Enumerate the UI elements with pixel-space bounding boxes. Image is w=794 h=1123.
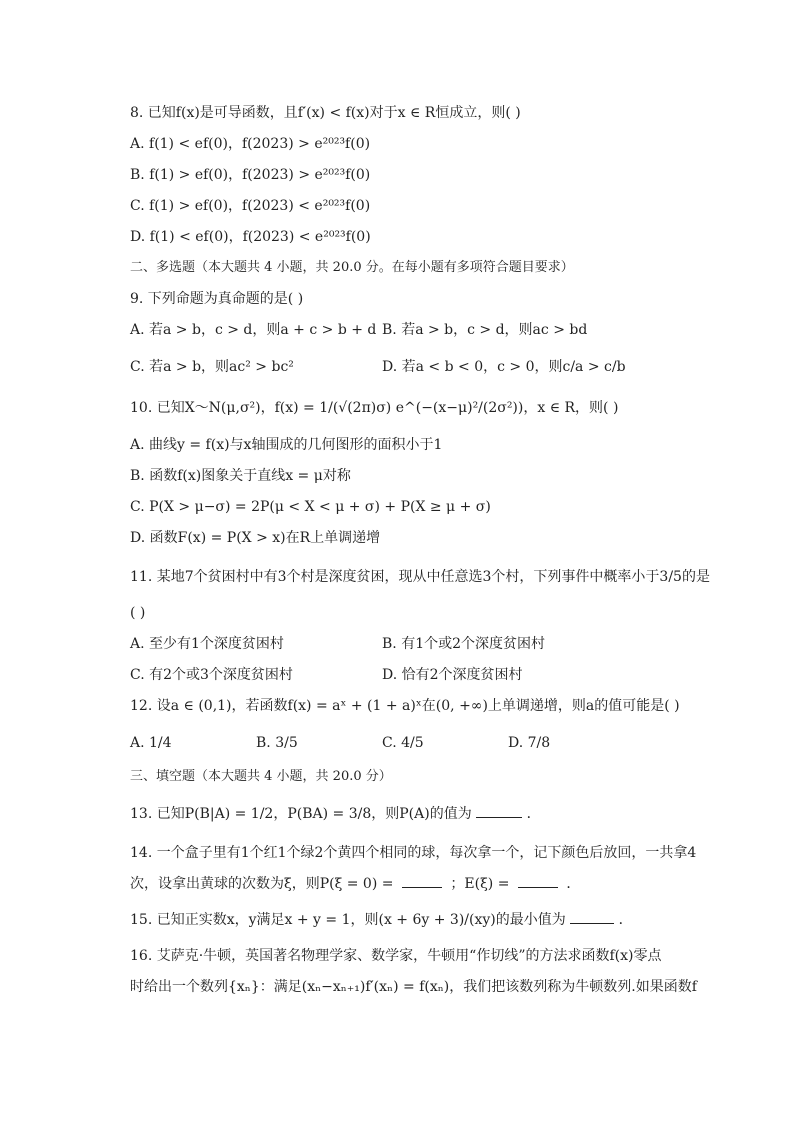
q13-line	[130, 804, 541, 824]
q14-answer-blank-2[interactable]	[518, 887, 558, 888]
section-heading-fill-in: 三、填空题（本大题共 4 小题，共 20.0 分）	[130, 769, 392, 784]
q8-option-c: C. f(1) > ef(0)，f(2023) < e²⁰²³f(0)	[130, 198, 371, 214]
q9-option-c: C. 若a > b，则ac² > bc²	[130, 359, 294, 375]
q9-option-a: A. 若a > b，c > d，则a + c > b + d	[130, 322, 377, 338]
q14-text-a: 次，设拿出黄球的次数为ξ，则P(ξ = 0) =	[130, 876, 394, 892]
q14-line1: 14. 一个盒子里有1个红1个绿2个黄四个相同的球，每次拿一个，记下颜色后放回，一共拿4	[130, 845, 697, 861]
q11-option-a: A. 至少有1个深度贫困村	[130, 636, 284, 652]
q12-option-a: A. 1/4	[130, 735, 172, 751]
q11-option-b: B. 有1个或2个深度贫困村	[382, 636, 546, 652]
q14-end: ．	[566, 876, 581, 892]
q12-option-b: B. 3/5	[256, 735, 298, 751]
q10-option-a: A. 曲线y = f(x)与x轴围成的几何图形的面积小于1	[130, 437, 443, 453]
q9-option-b: B. 若a > b，c > d，则ac > bd	[382, 322, 588, 338]
q8-option-d: D. f(1) < ef(0)，f(2023) < e²⁰²³f(0)	[130, 229, 371, 245]
q14-line2	[130, 874, 580, 894]
q15-end: ．	[618, 912, 633, 928]
q15-line	[130, 910, 633, 930]
q10-option-c: C. P(X > μ−σ) = 2P(μ < X < μ + σ) + P(X ≥ μ + σ)	[130, 499, 491, 515]
q10-stem: 10. 已知X～N(μ,σ²)，f(x) = 1/(√(2π)σ) e^(−(x−μ)²/(2σ²))，x ∈ R，则( )	[130, 400, 619, 416]
q11-option-d: D. 恰有2个深度贫困村	[382, 667, 523, 683]
q11-stem: 11. 某地7个贫困村中有3个村是深度贫困，现从中任意选3个村，下列事件中概率小于3/5的是	[130, 569, 710, 585]
q13-answer-blank[interactable]	[476, 817, 522, 818]
q11-stem-continued: ( )	[130, 605, 146, 621]
q13-end: ．	[526, 806, 541, 822]
q10-option-b: B. 函数f(x)图象关于直线x = μ对称	[130, 468, 351, 484]
section-heading-multiple-choice: 二、多选题（本大题共 4 小题，共 20.0 分。在每小题有多项符合题目要求）	[130, 260, 574, 275]
q16-line2: 时给出一个数列{xₙ}：满足(xₙ−xₙ₊₁)f′(xₙ) = f(xₙ)，我们把该数列称为牛顿数列.如果函数f	[130, 979, 697, 995]
q14-answer-blank-1[interactable]	[402, 887, 442, 888]
q8-option-b: B. f(1) > ef(0)，f(2023) > e²⁰²³f(0)	[130, 167, 371, 183]
q15-answer-blank[interactable]	[570, 923, 614, 924]
q8-option-a: A. f(1) < ef(0)，f(2023) > e²⁰²³f(0)	[130, 136, 371, 152]
q8-stem: 8. 已知f(x)是可导函数，且f′(x) < f(x)对于x ∈ R恒成立，则( )	[130, 105, 521, 121]
q9-option-d: D. 若a < b < 0，c > 0，则c/a > c/b	[382, 359, 626, 375]
q11-option-c: C. 有2个或3个深度贫困村	[130, 667, 293, 683]
q10-option-d: D. 函数F(x) = P(X > x)在R上单调递增	[130, 530, 381, 546]
q13-stem: 13. 已知P(B|A) = 1/2，P(BA) = 3/8，则P(A)的值为	[130, 806, 472, 822]
q12-option-d: D. 7/8	[508, 735, 551, 751]
q12-option-c: C. 4/5	[382, 735, 424, 751]
q9-stem: 9. 下列命题为真命题的是( )	[130, 291, 304, 307]
q16-line1: 16. 艾萨克·牛顿，英国著名物理学家、数学家，牛顿用“作切线”的方法求函数f(x)零点	[130, 948, 662, 964]
q12-stem: 12. 设a ∈ (0,1)，若函数f(x) = aˣ + (1 + a)ˣ在(0, +∞)上单调递增，则a的值可能是( )	[130, 698, 680, 714]
q14-text-b: ；E(ξ) =	[450, 876, 510, 892]
q15-stem: 15. 已知正实数x，y满足x + y = 1，则(x + 6y + 3)/(xy)的最小值为	[130, 912, 566, 928]
